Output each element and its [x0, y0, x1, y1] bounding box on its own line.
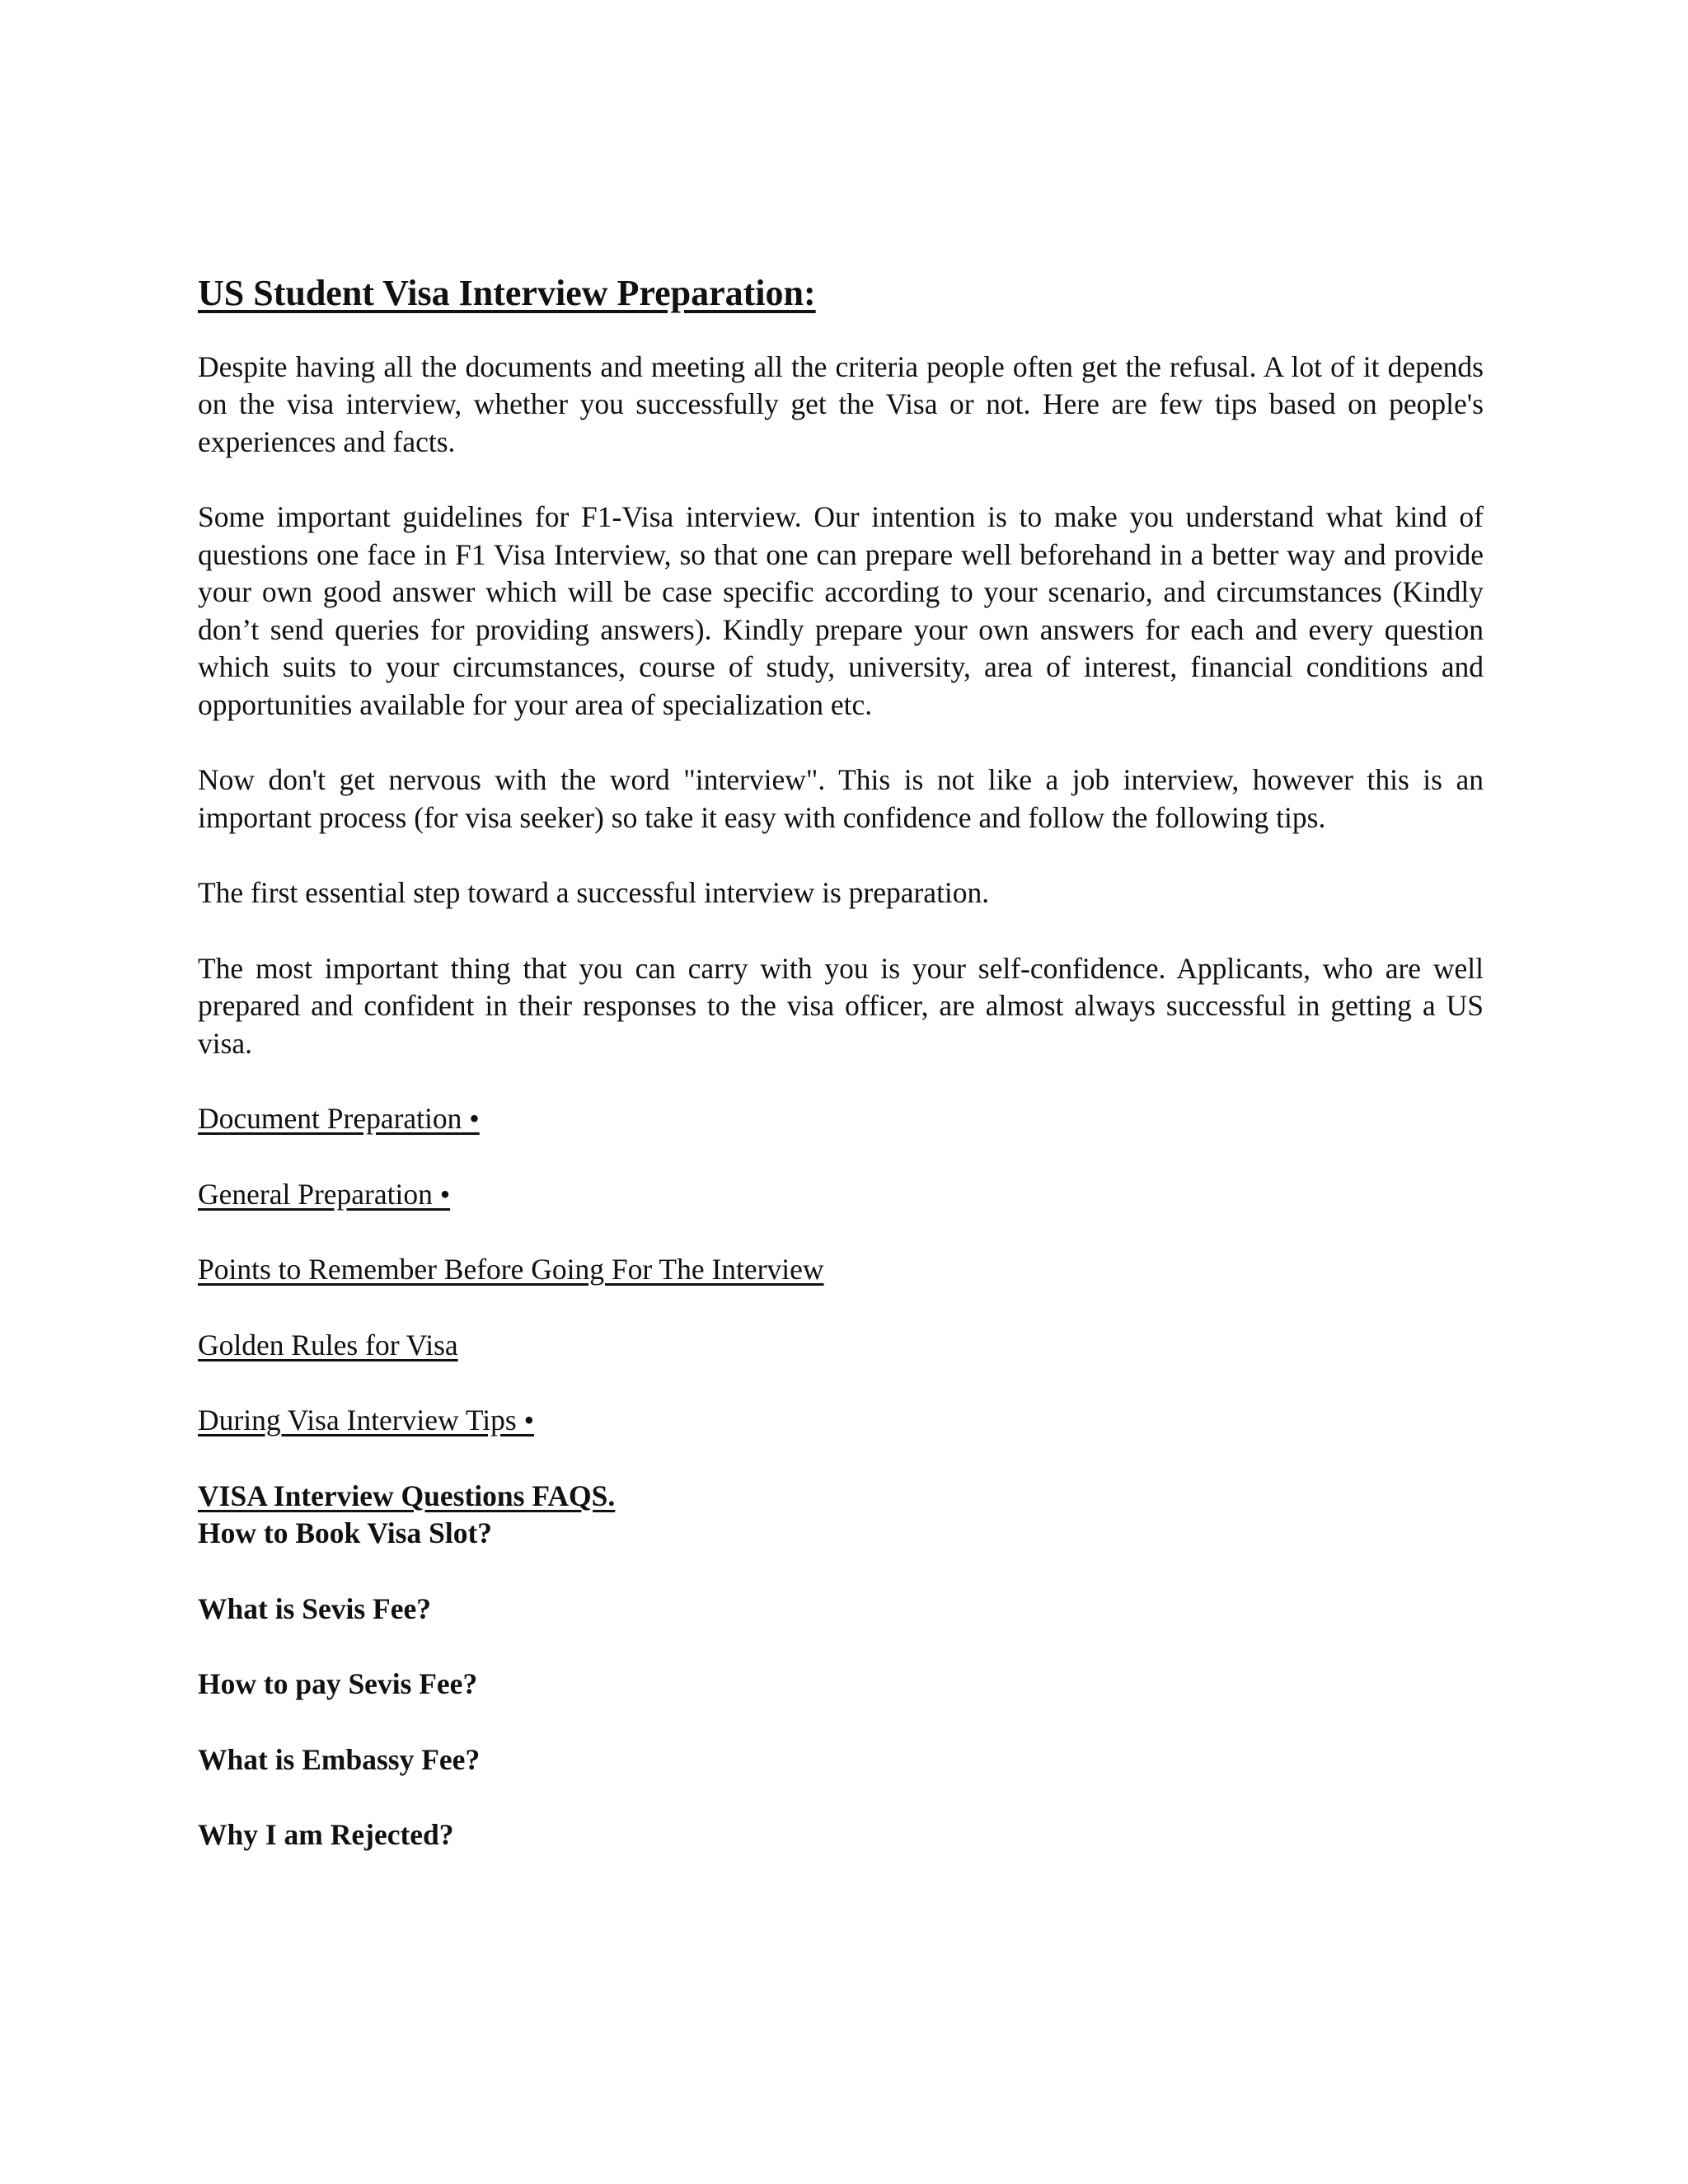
- first-step-paragraph: The first essential step toward a successful interview is preparation.: [198, 876, 990, 910]
- list-item: [198, 1251, 1484, 1289]
- points-to-remember-link[interactable]: Points to Remember Before Going For The Interview: [198, 1253, 824, 1286]
- nervous-paragraph: Now don't get nervous with the word "interview". This is not like a job interview, however this is an important process (for visa seeker) so take it easy with confidence and follow the following tips.: [198, 763, 1484, 834]
- page-title: US Student Visa Interview Preparation:: [198, 273, 816, 313]
- faq-list: [198, 1515, 1484, 1854]
- document-preparation-link[interactable]: Document Preparation •: [198, 1102, 480, 1136]
- faq-item: What is Sevis Fee?: [198, 1591, 431, 1625]
- list-item: [198, 1176, 1484, 1214]
- topic-links: [198, 1100, 1484, 1440]
- faq-item: What is Embassy Fee?: [198, 1742, 481, 1776]
- faq-heading[interactable]: VISA Interview Questions FAQS.: [198, 1479, 616, 1512]
- list-item: [198, 1100, 1484, 1138]
- during-interview-tips-link[interactable]: During Visa Interview Tips •: [198, 1404, 535, 1437]
- faq-item: Why I am Rejected?: [198, 1818, 454, 1852]
- document-page: [198, 272, 1484, 1892]
- golden-rules-link[interactable]: Golden Rules for Visa: [198, 1328, 458, 1361]
- general-preparation-link[interactable]: General Preparation •: [198, 1177, 451, 1211]
- intro-paragraph: Despite having all the documents and meeting all the criteria people often get the refusal. A lot of it depends on the visa interview, whether you successfully get the Visa or not. Here are few tips based on people's experiences and facts.: [198, 349, 1484, 458]
- faq-item: How to pay Sevis Fee?: [198, 1667, 478, 1701]
- guidelines-paragraph: Some important guidelines for F1-Visa interview. Our intention is to make you understand what kind of questions one face in F1 Visa Interview, so that one can prepare well beforehand in a better way and provide your own good answer which will be case specific according to your scenario, and circumstances (Kindly don’t send queries for providing answers). Kindly prepare your own answers for each and every question which suits to your circumstances, course of study, university, area of interest, financial conditions and opportunities available for your area of specialization etc.: [198, 500, 1484, 721]
- faq-item: How to Book Visa Slot?: [198, 1516, 493, 1550]
- list-item: [198, 1327, 1484, 1365]
- list-item: [198, 1402, 1484, 1440]
- self-confidence-paragraph: The most important thing that you can carry with you is your self-confidence. Applicants, who are well prepared and confident in their responses to the visa officer, are almost always successful in getting a US visa.: [198, 951, 1484, 1060]
